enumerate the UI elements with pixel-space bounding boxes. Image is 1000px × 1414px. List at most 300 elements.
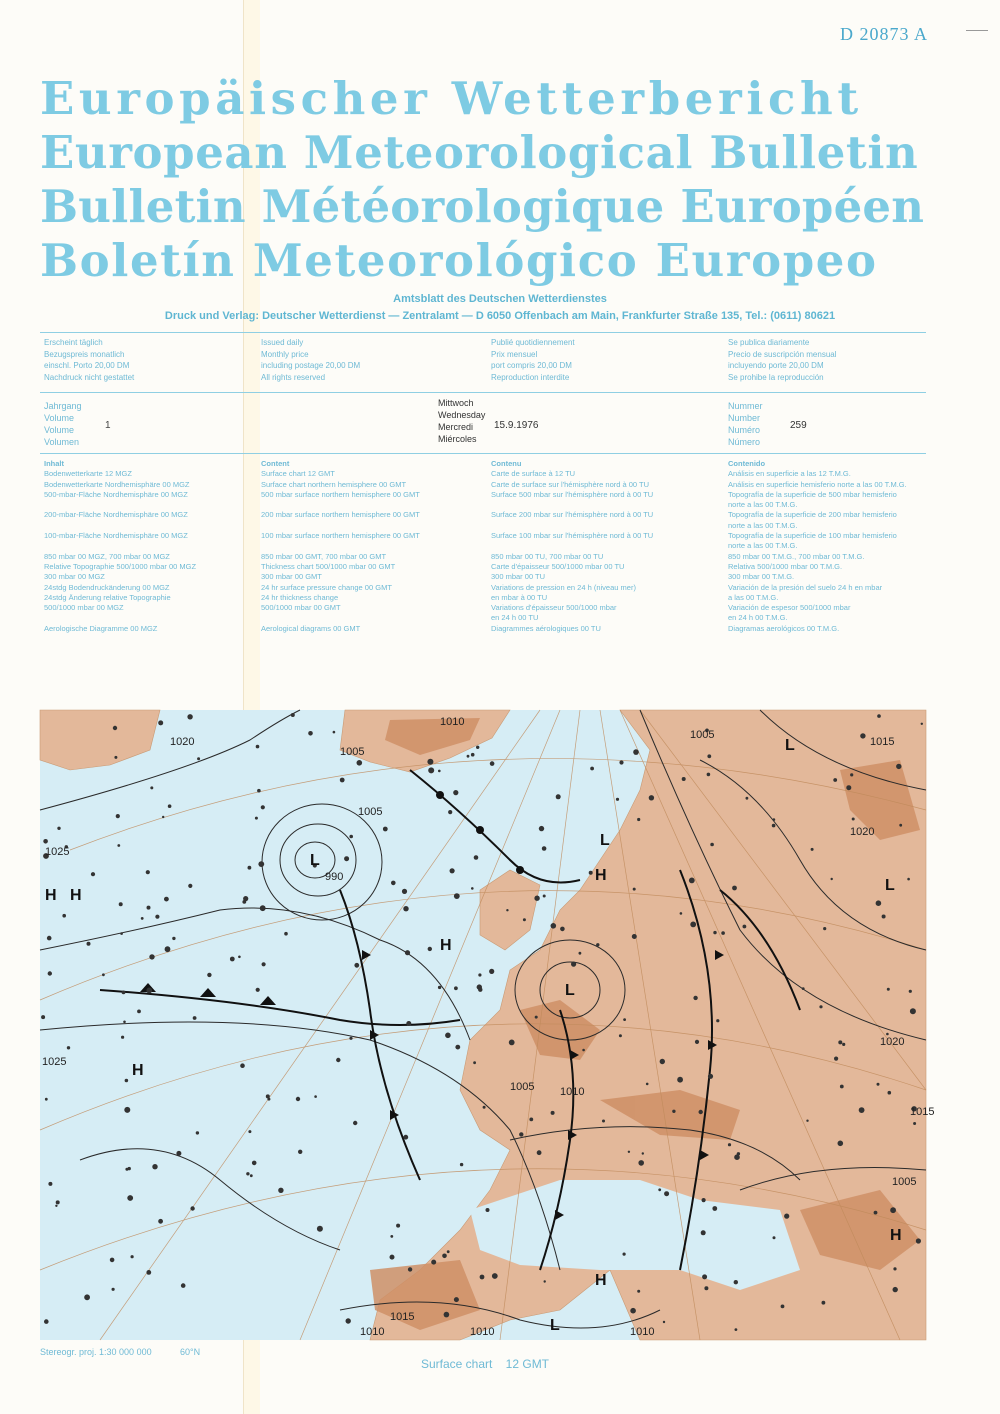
isobar-label: 1010: [630, 1326, 655, 1338]
station-marker: [542, 846, 547, 851]
contents-item: 500 mbar surface northern hemisphere 00 GMT: [261, 489, 420, 499]
station-marker: [336, 1058, 340, 1062]
station-marker: [704, 1286, 708, 1290]
station-marker: [539, 826, 544, 831]
contents-item: 850 mbar 00 MGZ, 700 mbar 00 MGZ: [44, 551, 170, 561]
station-marker: [672, 1110, 675, 1113]
station-marker: [619, 760, 623, 764]
divider: [40, 453, 926, 454]
contents-item: [44, 521, 196, 531]
station-marker: [188, 884, 192, 888]
contents-item: [44, 500, 196, 510]
contents-item: Surface chart northern hemisphere 00 GMT: [261, 479, 407, 489]
station-marker: [474, 855, 479, 860]
station-marker: [391, 881, 396, 886]
isobar-label: 1020: [850, 826, 875, 838]
contents-item: [44, 541, 196, 551]
contents-item: [261, 521, 420, 531]
contents-item: 24stdg Bodendruckänderung 00 MGZ: [44, 582, 170, 592]
station-marker: [860, 733, 865, 738]
publisher-line: Druck und Verlag: Deutscher Wetterdienst — Zentralamt — D 6050 Offenbach am Main, Frankfurter Straße 135, Tel.: (0611) 80621: [164, 310, 836, 322]
title-german: Europäischer Wetterbericht: [40, 72, 863, 125]
station-marker: [116, 814, 120, 818]
station-marker: [146, 1270, 151, 1275]
station-marker: [131, 1255, 134, 1258]
station-marker: [682, 777, 686, 781]
contents-item: Topografía de la superficie de 200 mbar hemisferio: [728, 510, 897, 520]
contents-en: [261, 459, 420, 634]
station-marker: [84, 1294, 90, 1300]
contents-item: Variación de espesor 500/1000 mbar: [728, 603, 851, 613]
station-marker: [660, 1059, 665, 1064]
isobar-label: 1015: [390, 1311, 415, 1323]
station-marker: [438, 770, 441, 773]
station-marker: [346, 1318, 351, 1323]
contents-item: 200 mbar surface northern hemisphere 00 GMT: [261, 510, 420, 520]
station-marker: [708, 1074, 713, 1079]
publication-code: D 20873 A: [840, 24, 929, 44]
info-en: Issued daily Monthly price including postage 20,00 DM All rights reserved: [261, 338, 361, 382]
contents-item: 500/1000 mbar 00 MGZ: [44, 603, 124, 613]
station-marker: [255, 817, 258, 820]
station-marker: [710, 843, 714, 847]
contents-heading: Inhalt: [44, 459, 64, 468]
station-marker: [119, 902, 123, 906]
station-marker: [702, 1198, 706, 1202]
station-marker: [261, 805, 265, 809]
station-marker: [582, 1049, 585, 1052]
isobar-label: 1020: [880, 1036, 905, 1048]
station-marker: [158, 720, 163, 725]
isobar-label: 1025: [42, 1056, 67, 1068]
station-marker: [47, 936, 52, 941]
contents-de: [44, 459, 196, 634]
station-marker: [113, 726, 117, 730]
station-marker: [707, 754, 711, 758]
station-marker: [248, 866, 252, 870]
station-marker: [252, 1161, 257, 1166]
station-marker: [535, 1016, 538, 1019]
contents-item: 850 mbar 00 TU, 700 mbar 00 TU: [491, 551, 604, 561]
station-marker: [427, 759, 433, 765]
station-marker: [444, 1312, 450, 1318]
station-marker: [893, 1287, 898, 1292]
station-marker: [471, 887, 474, 890]
station-marker: [250, 1174, 253, 1177]
contents-item: Surface 100 mbar sur l'hémisphère nord à 00 TU: [491, 531, 654, 541]
contents-item: Carte de surface sur l'hémisphère nord à 00 TU: [491, 479, 650, 489]
station-marker: [623, 1018, 626, 1021]
station-marker: [560, 927, 565, 932]
station-marker: [112, 1288, 115, 1291]
station-marker: [831, 878, 833, 880]
contents-item: Relative Topographie 500/1000 mbar 00 MGZ: [44, 561, 197, 571]
low-pressure-center: L: [785, 737, 795, 754]
station-marker: [677, 1077, 683, 1083]
contents-item: en 24 h 00 TU: [491, 613, 539, 623]
station-marker: [529, 1118, 533, 1122]
station-marker: [164, 897, 169, 902]
contents-item: 100 mbar surface northern hemisphere 00 GMT: [261, 531, 420, 541]
station-marker: [344, 856, 349, 861]
station-marker: [262, 962, 266, 966]
station-marker: [122, 991, 126, 995]
contents-item: [261, 541, 420, 551]
station-marker: [267, 1098, 270, 1101]
station-marker: [579, 952, 582, 955]
contents-item: [261, 500, 420, 510]
station-marker: [396, 1224, 400, 1228]
contents-item: 24 hr thickness change: [261, 592, 339, 602]
station-marker: [248, 1130, 251, 1133]
station-marker: [308, 731, 313, 736]
high-pressure-center: H: [70, 887, 82, 904]
station-marker: [716, 1019, 719, 1022]
contents-item: en mbar à 00 TU: [491, 592, 548, 602]
station-marker: [630, 1308, 636, 1314]
isobar-label: 990: [325, 871, 344, 883]
title-english: European Meteorological Bulletin: [40, 126, 919, 179]
station-marker: [445, 1033, 451, 1039]
station-marker: [454, 986, 458, 990]
station-marker: [454, 893, 460, 899]
station-marker: [913, 1122, 916, 1125]
station-marker: [480, 1275, 485, 1280]
station-marker: [734, 1154, 740, 1160]
isobar-label: 1010: [440, 716, 465, 728]
weekday-labels: Mittwoch Wednesday Mercredi Miércoles: [438, 398, 486, 444]
station-marker: [240, 1063, 245, 1068]
station-marker: [127, 1195, 133, 1201]
info-fr: Publié quotidiennement Prix mensuel port compris 20,00 DM Reproduction interdite: [491, 338, 575, 382]
station-marker: [690, 922, 696, 928]
station-marker: [91, 872, 95, 876]
low-pressure-center: L: [885, 877, 895, 894]
station-marker: [887, 988, 890, 991]
station-marker: [713, 931, 716, 934]
station-marker: [256, 745, 260, 749]
station-marker: [260, 905, 266, 911]
contents-item: Bodenwetterkarte Nordhemisphäre 00 MGZ: [44, 479, 190, 489]
station-marker: [246, 1172, 249, 1175]
station-marker: [165, 946, 171, 952]
station-marker: [354, 963, 359, 968]
station-marker: [773, 818, 776, 821]
isobar-label: 1015: [870, 736, 895, 748]
station-marker: [551, 923, 557, 929]
station-marker: [383, 827, 388, 832]
station-marker: [811, 848, 814, 851]
station-marker: [406, 1021, 411, 1026]
isobar-label: 1025: [45, 846, 70, 858]
contents-item: norte a las 00 T.M.G.: [728, 520, 798, 530]
station-marker: [467, 755, 470, 758]
contents-item: Thickness chart 500/1000 mbar 00 GMT: [261, 561, 396, 571]
station-marker: [431, 1260, 436, 1265]
station-marker: [137, 1010, 141, 1014]
station-marker: [571, 962, 576, 967]
station-marker: [882, 915, 886, 919]
edge-mark: [966, 30, 988, 31]
station-marker: [728, 1143, 731, 1146]
station-marker: [230, 957, 235, 962]
station-marker: [353, 1121, 357, 1125]
station-marker: [207, 973, 211, 977]
station-marker: [590, 767, 594, 771]
station-marker: [242, 900, 246, 904]
contents-item: a las 00 T.M.G.: [728, 592, 779, 602]
station-marker: [819, 1005, 822, 1008]
station-marker: [619, 1034, 622, 1037]
station-marker: [155, 915, 159, 919]
station-marker: [544, 1280, 546, 1282]
contents-item: 500-mbar-Fläche Nordhemisphäre 00 MGZ: [44, 489, 188, 499]
station-marker: [735, 1328, 738, 1331]
contents-item: Aerological diagrams 00 GMT: [261, 623, 361, 633]
low-pressure-center: L: [565, 982, 575, 999]
station-marker: [152, 1164, 157, 1169]
station-marker: [628, 1151, 630, 1153]
station-marker: [519, 1132, 523, 1136]
contents-item: Variations de pression en 24 h (niveau mer): [491, 582, 636, 592]
station-marker: [896, 764, 901, 769]
station-marker: [637, 1290, 640, 1293]
station-marker: [743, 925, 747, 929]
station-marker: [317, 1226, 323, 1232]
station-marker: [454, 1297, 459, 1302]
contents-es: [728, 459, 907, 634]
station-marker: [43, 839, 48, 844]
contents-item: Surface 500 mbar sur l'hémisphère nord à 00 TU: [491, 489, 654, 499]
contents-item: Relativa 500/1000 mbar 00 T.M.G.: [728, 561, 843, 571]
station-marker: [921, 723, 923, 725]
station-marker: [842, 1043, 845, 1046]
station-marker: [438, 986, 441, 989]
station-marker: [602, 1120, 605, 1123]
station-marker: [57, 827, 60, 830]
station-marker: [806, 1120, 808, 1122]
station-marker: [357, 760, 363, 766]
station-marker: [471, 753, 475, 757]
station-marker: [257, 789, 261, 793]
station-marker: [492, 1273, 498, 1279]
station-marker: [258, 861, 264, 867]
contents-item: en 24 h 00 T.M.G.: [728, 613, 788, 623]
station-marker: [899, 824, 902, 827]
station-marker: [802, 987, 805, 990]
station-marker: [390, 1235, 393, 1238]
station-marker: [196, 1131, 199, 1134]
station-marker: [403, 906, 408, 911]
station-marker: [455, 1045, 460, 1050]
station-marker: [886, 1033, 889, 1036]
station-marker: [450, 868, 455, 873]
station-marker: [846, 785, 851, 790]
station-marker: [838, 1040, 842, 1044]
contents-heading: Content: [261, 459, 290, 468]
station-marker: [490, 761, 495, 766]
station-marker: [734, 1280, 738, 1284]
contents-item: [261, 613, 420, 623]
station-marker: [403, 1135, 408, 1140]
station-marker: [693, 996, 697, 1000]
station-marker: [460, 1163, 463, 1166]
isobar-label: 1010: [560, 1086, 585, 1098]
station-marker: [876, 900, 882, 906]
isobar-label: 1005: [358, 806, 383, 818]
station-marker: [589, 871, 593, 875]
high-pressure-center: H: [890, 1227, 902, 1244]
station-marker: [909, 990, 912, 993]
station-marker: [146, 870, 150, 874]
station-marker: [448, 810, 452, 814]
station-marker: [476, 746, 479, 749]
station-marker: [291, 713, 295, 717]
contents-item: Diagrammes aérologiques 00 TU: [491, 623, 601, 633]
contents-item: Análisis en superficie hemisferio norte a las 00 T.M.G.: [728, 479, 907, 489]
contents-item: 200-mbar-Fläche Nordhemisphäre 00 MGZ: [44, 510, 188, 520]
station-marker: [453, 790, 458, 795]
station-marker: [256, 988, 260, 992]
volume-number: 1: [105, 420, 111, 431]
station-marker: [506, 909, 508, 911]
contents-item: Análisis en superficie a las 12 T.M.G.: [728, 469, 851, 479]
station-marker: [712, 1206, 717, 1211]
contents-item: Carte d'épaisseur 500/1000 mbar 00 TU: [491, 561, 625, 571]
station-marker: [121, 1036, 124, 1039]
station-marker: [55, 1205, 57, 1207]
station-marker: [117, 844, 120, 847]
station-marker: [128, 1167, 131, 1170]
station-marker: [702, 1274, 707, 1279]
station-marker: [537, 1150, 542, 1155]
station-marker: [838, 1141, 844, 1147]
contents-item: norte a las 00 T.M.G.: [728, 541, 798, 551]
station-marker: [663, 1321, 665, 1323]
surface-weather-map: [40, 710, 935, 1340]
station-marker: [910, 1008, 916, 1014]
station-marker: [478, 988, 482, 992]
contents-item: 100-mbar-Fläche Nordhemisphäre 00 MGZ: [44, 531, 188, 541]
station-marker: [41, 1015, 45, 1019]
title-french: Bulletin Météorologique Européen: [40, 180, 925, 233]
high-pressure-center: H: [132, 1062, 144, 1079]
station-marker: [746, 797, 749, 800]
station-marker: [120, 932, 123, 935]
station-marker: [102, 973, 105, 976]
contents-item: Bodenwetterkarte 12 MGZ: [44, 469, 132, 479]
contents-item: Variación de la presión del suelo 24 h en mbar: [728, 582, 883, 592]
station-marker: [486, 1208, 490, 1212]
issue-date: 15.9.1976: [494, 420, 539, 431]
station-marker: [149, 954, 154, 959]
station-marker: [428, 767, 434, 773]
station-marker: [405, 950, 410, 955]
contents-item: [491, 521, 653, 531]
station-marker: [193, 1016, 197, 1020]
station-marker: [428, 947, 432, 951]
station-marker: [877, 714, 881, 718]
station-marker: [349, 835, 353, 839]
contents-item: 850 mbar 00 GMT, 700 mbar 00 GMT: [261, 551, 387, 561]
isobar-label: 1005: [510, 1081, 535, 1093]
official-gazette-line: Amtsblatt des Deutschen Wetterdienstes: [393, 293, 607, 305]
station-marker: [556, 794, 561, 799]
station-marker: [551, 1111, 555, 1115]
contents-fr: [491, 459, 653, 634]
contents-item: Topografía de la superficie de 500 mbar hemisferio: [728, 489, 897, 499]
station-marker: [646, 1083, 649, 1086]
station-marker: [67, 1046, 70, 1049]
station-marker: [197, 757, 200, 760]
low-pressure-center: L: [550, 1317, 560, 1334]
isobar-label: 1010: [470, 1326, 495, 1338]
projection-note: Stereogr. proj. 1:30 000 000: [40, 1347, 152, 1357]
station-marker: [402, 889, 407, 894]
station-marker: [146, 988, 152, 994]
contents-item: Surface 200 mbar sur l'hémisphère nord à 00 TU: [491, 510, 654, 520]
contents-item: Diagramas aerológicos 00 T.M.G.: [728, 623, 840, 633]
contents-heading: Contenido: [728, 459, 766, 468]
station-marker: [190, 1206, 194, 1210]
contents-item: 24stdg Änderung relative Topographie: [44, 592, 171, 602]
station-marker: [784, 1214, 789, 1219]
station-marker: [781, 1305, 785, 1309]
isobar-label: 1005: [690, 729, 715, 741]
station-marker: [44, 1319, 49, 1324]
station-marker: [483, 1106, 486, 1109]
station-marker: [333, 731, 336, 734]
station-marker: [447, 1250, 450, 1253]
station-marker: [176, 1151, 181, 1156]
contents-item: Aerologische Diagramme 00 MGZ: [44, 623, 158, 633]
station-marker: [478, 973, 481, 976]
station-marker: [658, 1188, 661, 1191]
station-marker: [123, 1021, 126, 1024]
station-marker: [699, 1110, 703, 1114]
station-marker: [823, 927, 826, 930]
station-marker: [172, 937, 175, 940]
station-marker: [284, 932, 288, 936]
station-marker: [124, 1107, 130, 1113]
station-marker: [314, 1095, 317, 1098]
station-marker: [695, 1040, 699, 1044]
isobar-label: 1005: [892, 1176, 917, 1188]
contents-item: 300 mbar 00 T.M.G.: [728, 572, 795, 582]
high-pressure-center: H: [440, 937, 452, 954]
station-marker: [296, 1097, 300, 1101]
station-marker: [772, 824, 776, 828]
station-marker: [633, 888, 636, 891]
station-marker: [390, 1255, 395, 1260]
contents-item: 24 hr surface pressure change 00 GMT: [261, 582, 392, 592]
station-marker: [840, 1085, 844, 1089]
station-marker: [596, 943, 599, 946]
station-marker: [150, 786, 153, 789]
contents-heading: Contenu: [491, 459, 522, 468]
high-pressure-center: H: [595, 1272, 607, 1289]
latitude-note: 60°N: [180, 1347, 201, 1357]
contents-item: 300 mbar 00 MGZ: [44, 572, 105, 582]
station-marker: [48, 971, 52, 975]
station-marker: [147, 906, 151, 910]
low-pressure-center: L: [310, 852, 320, 869]
station-marker: [62, 914, 66, 918]
station-marker: [110, 1258, 115, 1263]
divider: [40, 332, 926, 333]
station-marker: [907, 878, 910, 881]
station-marker: [473, 1061, 476, 1064]
